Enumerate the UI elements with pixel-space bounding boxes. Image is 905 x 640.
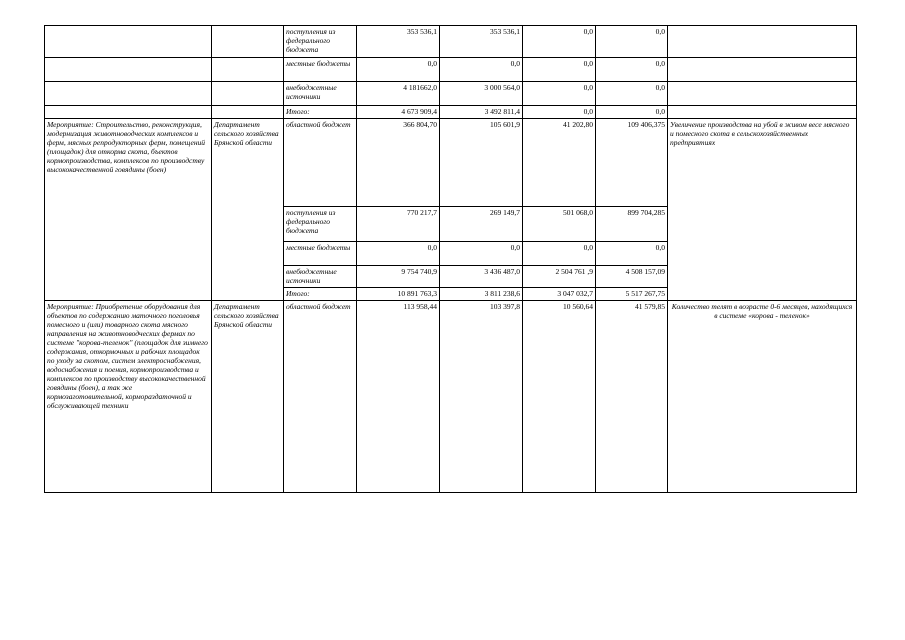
result-cell <box>668 82 857 106</box>
value-cell: 5 517 267,75 <box>596 288 668 301</box>
source-cell: поступления из федерального бюджета <box>284 207 357 242</box>
department-name: Департамент сельского хозяйства Брянской области <box>212 119 284 301</box>
value-cell: 353 536,1 <box>357 26 440 58</box>
source-cell: Итого: <box>284 288 357 301</box>
value-cell: 2 504 761 ,9 <box>523 266 596 288</box>
table-row <box>45 82 857 106</box>
source-cell: местные бюджеты <box>284 58 357 82</box>
value-cell: 9 754 740,9 <box>357 266 440 288</box>
value-cell: 501 068,0 <box>523 207 596 242</box>
value-cell: 0,0 <box>357 58 440 82</box>
value-cell: 0,0 <box>440 58 523 82</box>
value-cell: 103 397,8 <box>440 301 523 493</box>
source-cell: местные бюджеты <box>284 242 357 266</box>
value-cell: 3 492 811,4 <box>440 106 523 119</box>
description-cell <box>45 58 212 82</box>
value-cell: 41 202,80 <box>523 119 596 207</box>
value-cell: 0,0 <box>596 242 668 266</box>
value-cell: 0,0 <box>523 82 596 106</box>
value-cell: 269 149,7 <box>440 207 523 242</box>
expected-result: Количество телят в возрасте 0-6 месяцев, находящихся в системе «корова - теленок» <box>668 301 857 493</box>
department-cell <box>212 106 284 119</box>
value-cell: 0,0 <box>440 242 523 266</box>
description-cell <box>45 26 212 58</box>
description-cell <box>45 82 212 106</box>
expected-result: Увеличение производства на убой в живом весе мясного и помесного скота в сельскохозяйственных предприятиях <box>668 119 857 301</box>
table-row <box>45 106 857 119</box>
value-cell: 109 406,375 <box>596 119 668 207</box>
result-cell <box>668 58 857 82</box>
budget-table <box>44 25 857 493</box>
value-cell: 0,0 <box>596 58 668 82</box>
value-cell: 0,0 <box>523 26 596 58</box>
value-cell: 4 508 157,09 <box>596 266 668 288</box>
measure-description: Мероприятие: Приобретение оборудования для объектов по содержанию маточного поголовья помесного и (или) товарного скота мясного направления на животноводческих фермах по системе "корова-теленок" (площадок для зимнего содержания, откормочных и рабочих площадок по уходу за скотом, систем электроснабжения, водоснабжения и поения, кормопроизводства и комплексов по производству высококачественной говядины (боен), а так же кормозаготовительной, кормораздаточной и обслуживающей техники <box>45 301 212 493</box>
value-cell: 3 811 238,6 <box>440 288 523 301</box>
department-cell <box>212 26 284 58</box>
value-cell: 41 579,85 <box>596 301 668 493</box>
value-cell: 366 804,70 <box>357 119 440 207</box>
description-cell <box>45 106 212 119</box>
value-cell: 3 436 487,0 <box>440 266 523 288</box>
measure-description: Мероприятие: Строительство, реконструкция, модернизация животноводческих комплексов и ферм, мясных репродукторных ферм, помещений (площадок) для откорма скота, бъектов кормопроизводства, комплексов по производству высококачественной говядины (боен) <box>45 119 212 301</box>
value-cell: 4 181662,0 <box>357 82 440 106</box>
table-row <box>45 119 857 207</box>
value-cell: 0,0 <box>523 58 596 82</box>
table-row <box>45 26 857 58</box>
value-cell: 0,0 <box>357 242 440 266</box>
value-cell: 0,0 <box>596 106 668 119</box>
value-cell: 113 958,44 <box>357 301 440 493</box>
result-cell <box>668 106 857 119</box>
value-cell: 3 047 032,7 <box>523 288 596 301</box>
table-row <box>45 301 857 493</box>
value-cell: 0,0 <box>596 26 668 58</box>
value-cell: 353 536,1 <box>440 26 523 58</box>
value-cell: 105 601,9 <box>440 119 523 207</box>
value-cell: 4 673 909,4 <box>357 106 440 119</box>
table-row <box>45 58 857 82</box>
source-cell: Итого: <box>284 106 357 119</box>
value-cell: 899 704,285 <box>596 207 668 242</box>
source-cell: внебюджетные источники <box>284 82 357 106</box>
value-cell: 0,0 <box>523 242 596 266</box>
value-cell: 0,0 <box>596 82 668 106</box>
value-cell: 10 560,64 <box>523 301 596 493</box>
source-cell: областной бюджет <box>284 301 357 493</box>
department-cell <box>212 82 284 106</box>
result-cell <box>668 26 857 58</box>
source-cell: внебюджетные источники <box>284 266 357 288</box>
value-cell: 770 217,7 <box>357 207 440 242</box>
value-cell: 10 891 763,3 <box>357 288 440 301</box>
value-cell: 3 000 564,0 <box>440 82 523 106</box>
source-cell: областной бюджет <box>284 119 357 207</box>
department-name: Департамент сельского хозяйства Брянской области <box>212 301 284 493</box>
source-cell: поступления из федерального бюджета <box>284 26 357 58</box>
department-cell <box>212 58 284 82</box>
value-cell: 0,0 <box>523 106 596 119</box>
